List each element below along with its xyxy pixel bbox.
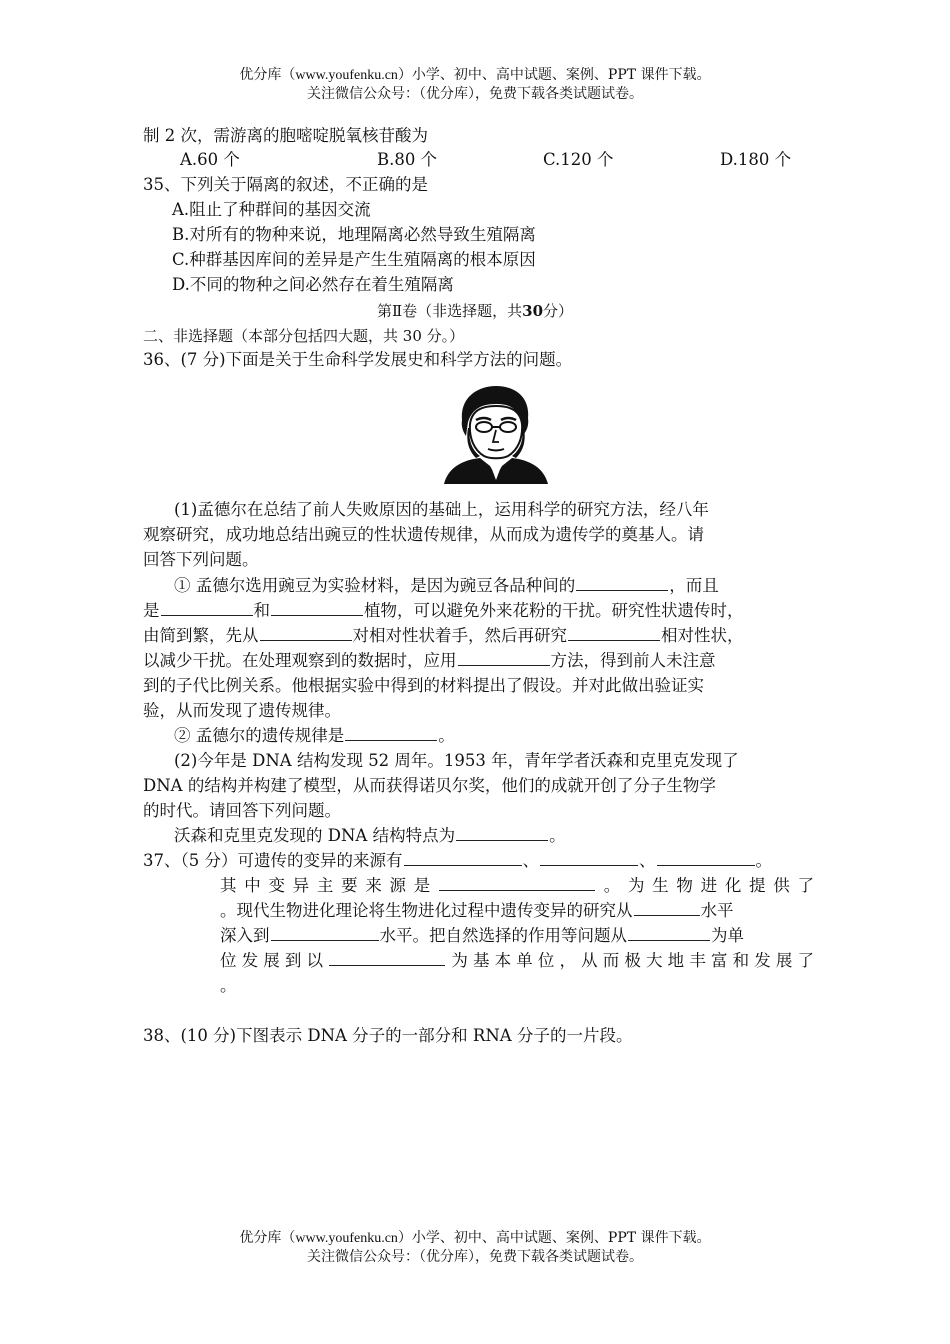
header-site-link[interactable]: www.youfenku.cn — [295, 68, 398, 83]
q35-option-a: A.阻止了种群间的基因交流 — [172, 200, 371, 219]
answer-blank[interactable] — [458, 649, 550, 666]
answer-blank[interactable] — [568, 624, 660, 641]
answer-blank[interactable] — [329, 949, 445, 966]
q36-p2-line2: DNA 的结构并构建了模型，从而获得诺贝尔奖，他们的成就开创了分子生物学 — [143, 776, 716, 795]
page-header — [0, 66, 950, 104]
footer-line-1: 优分库（www.youfenku.cn）小学、初中、高中试题、案例、PPT 课件下载。 — [239, 1230, 711, 1246]
q36-p2-line4: 沃森和克里克发现的 DNA 结构特点为 。 — [174, 826, 566, 845]
q37-line5: 位发展到以 为基本单位，从而极大地丰富和发展了 — [220, 951, 815, 970]
q37-line1: 37、（5 分）可遗传的变异的来源有 、 、 。 — [143, 851, 772, 870]
section-title: 二、非选择题（本部分包括四大题，共 30 分。） — [143, 327, 465, 345]
answer-blank[interactable] — [540, 849, 638, 866]
q34-option-b: B.80 个 — [377, 150, 438, 169]
answer-blank[interactable] — [657, 849, 755, 866]
answer-blank[interactable] — [345, 724, 437, 741]
q36-s1-line6: 验，从而发现了遗传规律。 — [143, 701, 341, 720]
q36-s1-line4: 以减少干扰。在处理观察到的数据时，应用 方法，得到前人未注意 — [143, 651, 716, 670]
q37-line2: 其中变异主要来源是 。为生物进化提供了 — [220, 876, 815, 895]
mendel-portrait-icon — [432, 380, 558, 486]
q34-option-d: D.180 个 — [720, 150, 792, 169]
q37-line3: 。现代生物进化理论将生物进化过程中遗传变异的研究从 水平 — [220, 901, 734, 920]
q35-option-b: B.对所有的物种来说，地理隔离必然导致生殖隔离 — [172, 225, 536, 244]
q36-p2-line3: 的时代。请回答下列问题。 — [143, 801, 341, 820]
answer-blank[interactable] — [260, 624, 352, 641]
answer-blank[interactable] — [271, 924, 379, 941]
q38-stem: 38、(10 分)下图表示 DNA 分子的一部分和 RNA 分子的一片段。 — [143, 1026, 633, 1045]
q37-line4: 深入到 水平。把自然选择的作用等问题从 为单 — [220, 926, 744, 945]
q36-p1-line1: (1)孟德尔在总结了前人失败原因的基础上，运用科学的研究方法，经八年 — [174, 500, 709, 519]
header-line-2: 关注微信公众号：（优分库），免费下载各类试题试卷。 — [307, 86, 643, 102]
q34-continuation: 制 2 次，需游离的胞嘧啶脱氧核苷酸为 — [143, 126, 428, 145]
q34-option-a: A.60 个 — [180, 150, 240, 169]
footer-line-2: 关注微信公众号：（优分库），免费下载各类试题试卷。 — [307, 1249, 643, 1265]
header-line-1: 优分库（www.youfenku.cn）小学、初中、高中试题、案例、PPT 课件下载。 — [239, 67, 711, 83]
q36-s1-line1: ① 孟德尔选用豌豆为实验材料，是因为豌豆各品种间的 ，而且 — [174, 576, 719, 595]
answer-blank[interactable] — [161, 599, 253, 616]
q36-p1-line3: 回答下列问题。 — [143, 550, 259, 569]
footer-site-link[interactable]: www.youfenku.cn — [295, 1231, 398, 1246]
page-footer — [0, 1229, 950, 1267]
q36-s1-line3: 由简到繁，先从 对相对性状着手，然后再研究 相对性状， — [143, 626, 744, 645]
q35-stem: 35、下列关于隔离的叙述，不正确的是 — [143, 175, 428, 194]
part2-title: 第Ⅱ卷（非选择题，共30分） — [376, 302, 574, 320]
q37-line6: 。 — [220, 976, 237, 995]
answer-blank[interactable] — [439, 874, 595, 891]
q35-option-d: D.不同的物种之间必然存在着生殖隔离 — [172, 275, 454, 294]
q36-s1-line5: 到的子代比例关系。他根据实验中得到的材料提出了假设。并对此做出验证实 — [143, 676, 704, 695]
answer-blank[interactable] — [404, 849, 522, 866]
answer-blank[interactable] — [576, 574, 668, 591]
answer-blank[interactable] — [456, 824, 548, 841]
q35-option-c: C.种群基因库间的差异是产生生殖隔离的根本原因 — [172, 250, 536, 269]
answer-blank[interactable] — [271, 599, 363, 616]
q36-s2: ② 孟德尔的遗传规律是 。 — [174, 726, 455, 745]
q36-p2-line1: (2)今年是 DNA 结构发现 52 周年。1953 年，青年学者沃森和克里克发现了 — [174, 751, 739, 770]
q34-option-c: C.120 个 — [543, 150, 614, 169]
q36-p1-line2: 观察研究，成功地总结出豌豆的性状遗传规律，从而成为遗传学的奠基人。请 — [143, 525, 704, 544]
q36-stem: 36、(7 分)下面是关于生命科学发展史和科学方法的问题。 — [143, 350, 573, 369]
answer-blank[interactable] — [634, 899, 700, 916]
q36-s1-line2: 是 和 植物，可以避免外来花粉的干扰。研究性状遗传时， — [143, 601, 744, 620]
answer-blank[interactable] — [628, 924, 710, 941]
